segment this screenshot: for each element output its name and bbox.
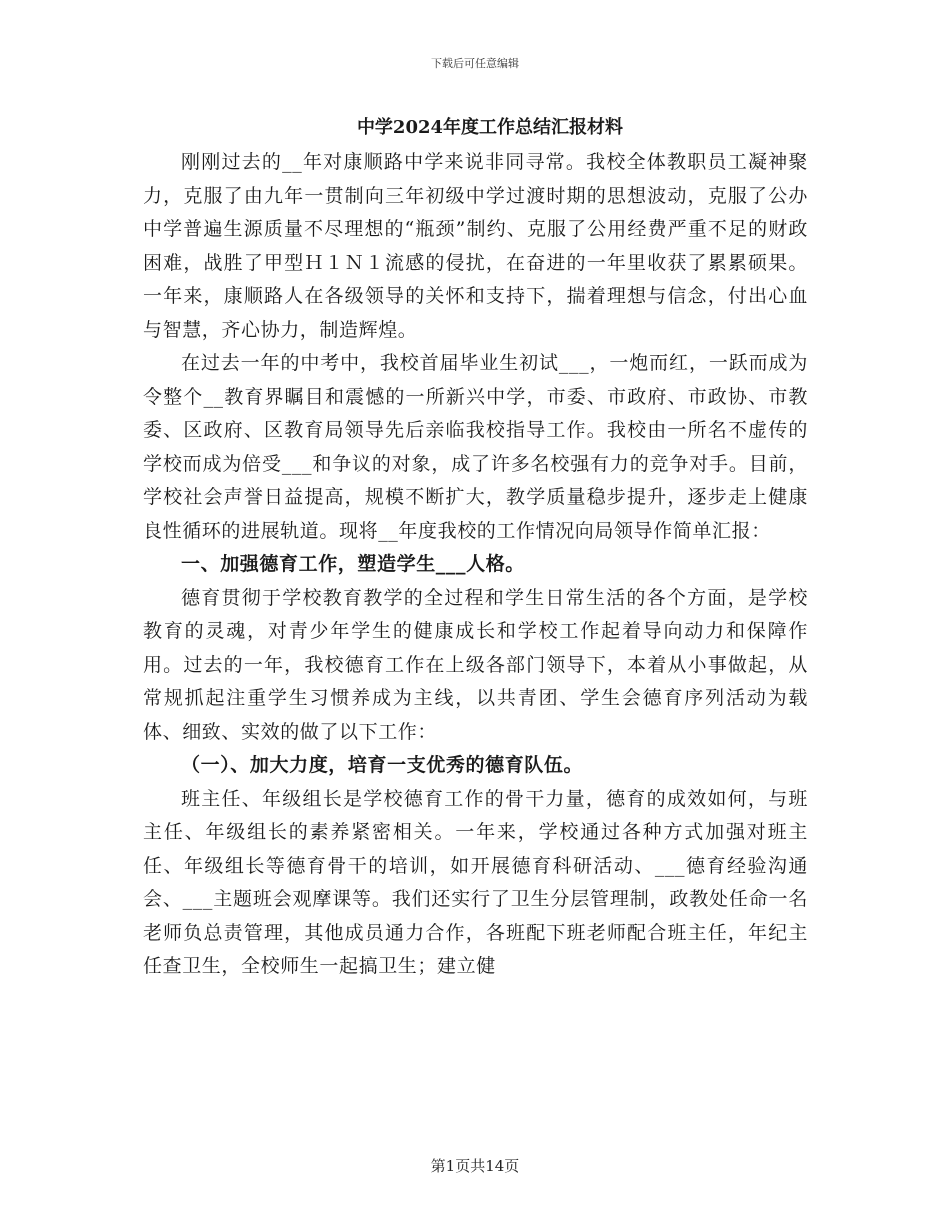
paragraph-class-teachers: 班主任、年级组长是学校德育工作的骨干力量，德育的成效如何，与班主任、年级组长的素养紧密相关。一年来，学校通过各种方式加强对班主任、年级组长等德育骨干的培训，如开展德育科研活动、___德育经验沟通会、___主题班会观摩课等。我们还实行了卫生分层管理制，政教处任命一名老师负总责管理，其他成员通力合作，各班配下班老师配合班主任，年纪主任查卫生，全校师生一起搞卫生；建立健 [143,787,808,977]
document-title: 中学2024年度工作总结汇报材料 [356,117,624,138]
page-number: 第1页共14页 [430,1157,520,1175]
section-heading-1: 一、加强德育工作，塑造学生___人格。 [181,553,525,575]
paragraph-exam-results: 在过去一年的中考中，我校首届毕业生初试___，一炮而红，一跃而成为令整个__教育界瞩目和震憾的一所新兴中学，市委、市政府、市政协、市教委、区政府、区教育局领导先后亲临我校指导工作。我校由一所名不虚传的学校而成为倍受___和争议的对象，成了许多名校强有力的竞争对手。目前，学校社会声誉日益提高，规模不断扩大，教学质量稳步提升，逐步走上健康良性循环的进展轨道。现将__年度我校的工作情况向局领导作简单汇报： [143,352,808,542]
header-note: 下载后可任意编辑 [431,57,519,70]
subsection-heading-1: （一）、加大力度，培育一支优秀的德育队伍。 [181,754,584,776]
paragraph-intro: 刚刚过去的__年对康顺路中学来说非同寻常。我校全体教职员工凝神聚力，克服了由九年一贯制向三年初级中学过渡时期的思想波动，克服了公办中学普遍生源质量不尽理想的“瓶颈”制约、克服了公用经费严重不足的财政困难，战胜了甲型Ｈ１Ｎ１流感的侵扰，在奋进的一年里收获了累累硕果。一年来，康顺路人在各级领导的关怀和支持下，揣着理想与信念，付出心血与智慧，齐心协力，制造辉煌。 [143,151,808,341]
paragraph-moral-education: 德育贯彻于学校教育教学的全过程和学生日常生活的各个方面，是学校教育的灵魂，对青少年学生的健康成长和学校工作起着导向动力和保障作用。过去的一年，我校德育工作在上级各部门领导下，本着从小事做起，从常规抓起注重学生习惯养成为主线，以共青团、学生会德育序列活动为载体、细致、实效的做了以下工作： [143,586,808,743]
document-body [143,146,808,984]
